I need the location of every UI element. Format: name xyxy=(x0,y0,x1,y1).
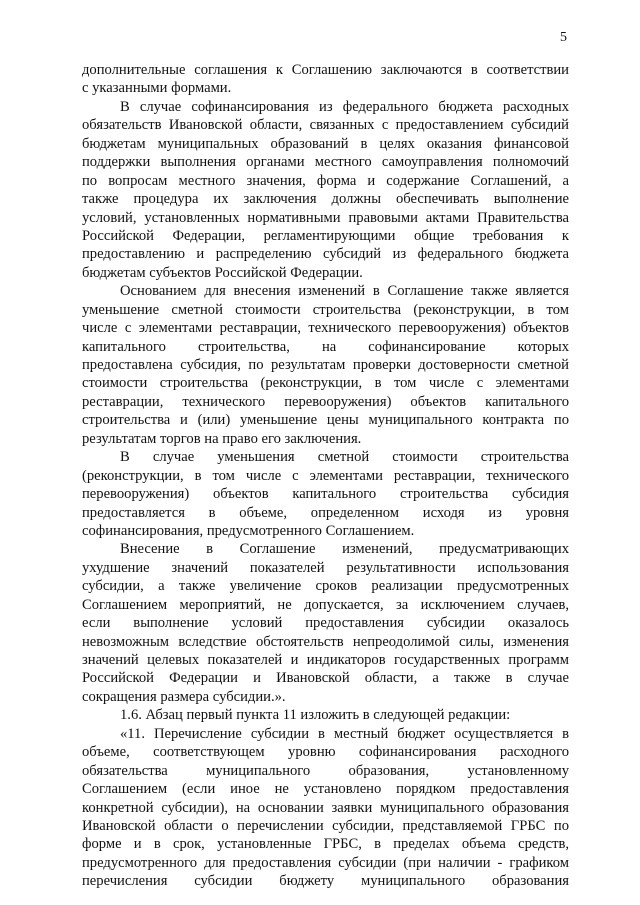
text-line: результатам торгов на право его заключения. xyxy=(82,430,362,447)
text-line: субсидии, а также увеличение сроков реализации предусмотренных xyxy=(82,578,569,595)
text-line: строительства и (или) уменьшение цены муниципального контракта по xyxy=(82,412,569,429)
text-line: перечисления субсидии бюджету муниципального образования xyxy=(82,873,569,890)
text-line: объеме, соответствующем уровню софинансирования расходного xyxy=(82,744,569,761)
text-line: конкретной субсидии), на основании заявки муниципального образования xyxy=(82,799,569,816)
text-line: числе с элементами реставрации, технического перевооружения) объектов xyxy=(82,320,569,337)
text-line: с указанными формами. xyxy=(82,80,232,97)
text-line: Российской Федерации, регламентирующими общие требования к xyxy=(82,227,569,244)
text-line: стоимости строительства (реконструкции, в том числе с элементами xyxy=(82,375,569,392)
text-line: «11. Перечисление субсидии в местный бюджет осуществляется в xyxy=(120,725,569,742)
text-line: реставрации, технического перевооружения) объектов капитального xyxy=(82,393,569,410)
text-line: В случае софинансирования из федерального бюджета расходных xyxy=(120,98,569,115)
text-line: ухудшение значений показателей результативности использования xyxy=(82,559,569,576)
text-line: Ивановской области о перечислении субсидии, представляемой ГРБС по xyxy=(82,817,569,834)
text-line: Внесение в Соглашение изменений, предусматривающих xyxy=(120,541,569,558)
document-body xyxy=(82,61,569,891)
text-line: бюджетам субъектов Российской Федерации. xyxy=(82,264,363,281)
text-line: дополнительные соглашения к Соглашению заключаются в соответствии xyxy=(82,62,569,78)
text-line: перевооружения) объектов капитального строительства субсидия xyxy=(82,486,569,503)
text-line: Российской Федерации и Ивановской области, а также в случае xyxy=(82,670,569,687)
page-number: 5 xyxy=(560,30,567,45)
text-line: если выполнение условий предоставления субсидии оказалось xyxy=(82,615,569,632)
text-line: 1.6. Абзац первый пункта 11 изложить в следующей редакции: xyxy=(120,707,511,724)
text-line: уменьшение сметной стоимости строительства (реконструкции, в том xyxy=(82,301,569,318)
text-line: предоставлена субсидия, по результатам проверки достоверности сметной xyxy=(82,357,569,373)
text-line: условий, установленных нормативными правовыми актами Правительства xyxy=(82,209,569,226)
text-line: предоставлению и распределению субсидий из федерального бюджета xyxy=(82,246,569,263)
text-line: бюджетам муниципальных образований в целях оказания финансовой xyxy=(82,135,569,152)
text-line: форме и в срок, установленные ГРБС, в пределах объема средств, xyxy=(82,836,569,853)
text-line: также процедура их заключения должны обеспечивать выполнение xyxy=(82,191,569,208)
text-line: обязательства муниципального образования, установленному xyxy=(82,762,569,779)
text-line: обязательств Ивановской области, связанных с предоставлением субсидий xyxy=(82,117,569,134)
text-line: предоставляется в объеме, определенном исходя из уровня xyxy=(82,504,569,521)
text-line: софинансирования, предусмотренного Соглашением. xyxy=(82,522,415,539)
text-line: сокращения размера субсидии.». xyxy=(82,688,286,705)
text-line: по вопросам местного значения, форма и содержание Соглашений, а xyxy=(82,172,569,189)
text-line: капитального строительства, на софинансирование которых xyxy=(82,338,569,355)
text-line: Соглашением мероприятий, не допускается, за исключением случаев, xyxy=(82,596,569,613)
text-line: предусмотренного для предоставления субсидии (при наличии - графиком xyxy=(82,854,569,871)
text-line: поддержки выполнения органами местного самоуправления полномочий xyxy=(82,154,569,171)
text-line: значений целевых показателей и индикаторов государственных программ xyxy=(82,652,569,668)
text-line: Основанием для внесения изменений в Соглашение также является xyxy=(120,283,569,300)
text-line: (реконструкции, в том числе с элементами реставрации, технического xyxy=(82,467,569,484)
text-line: В случае уменьшения сметной стоимости строительства xyxy=(120,449,569,466)
text-line: невозможным вследствие обстоятельств непреодолимой силы, изменения xyxy=(82,633,569,650)
text-line: Соглашением (если иное не установлено порядком предоставления xyxy=(82,781,569,798)
